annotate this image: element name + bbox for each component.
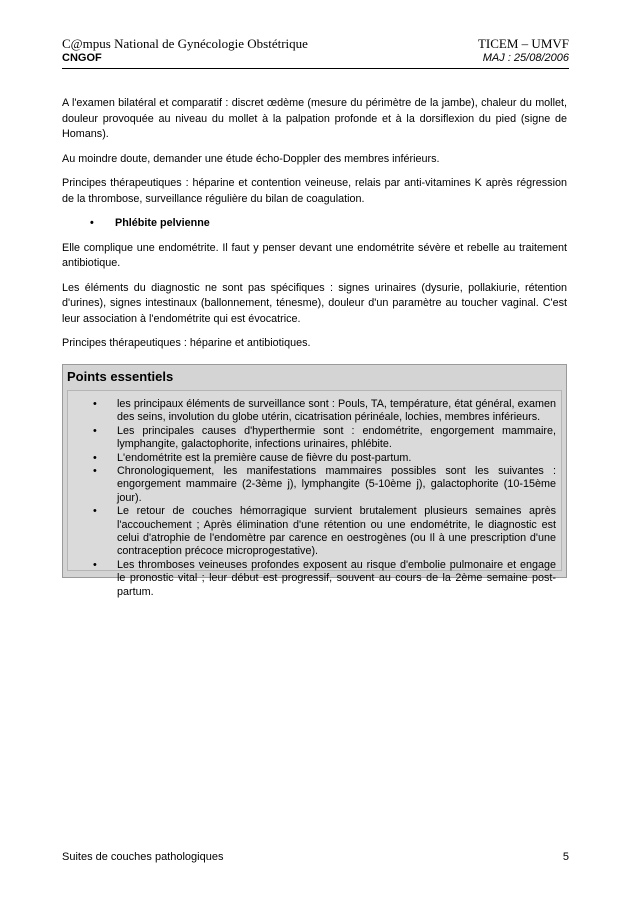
running-header [62,36,569,52]
list-item [93,558,556,599]
paragraph: Principes thérapeutiques : héparine et contention veineuse, relais par anti-vitamines K après régression de la thrombose, surveillance régulière du bilan de coagulation. [62,177,567,205]
running-subheader [62,52,569,66]
section-subheading [62,216,567,232]
list-item [93,424,556,452]
paragraph: Principes thérapeutiques : héparine et antibiotiques. [62,337,311,349]
list-item [93,505,556,559]
bullet-icon: • [93,398,97,410]
list-item-text: Le retour de couches hémorragique survient brutalement plusieurs semaines après l'accouchement ; Après élimination d'une rétention ou une endométrite, le diagnostic est celui d'atrophie de l'endomètre par carence en oestrogènes (ou Il à une prescription d'une contraception précoce microprogestative). [117,505,556,558]
bullet-icon: • [93,451,97,464]
bullet-icon: • [93,558,97,571]
paragraph: Elle complique une endométrite. Il faut y penser devant une endométrite sévère et rebelle au traitement antibiotique. [62,241,567,269]
body-text [62,96,567,361]
header-title: C@mpus National de Gynécologie Obstétrique [62,36,308,51]
paragraph: Au moindre doute, demander une étude écho-Doppler des membres inférieurs. [62,152,440,165]
list-item [93,465,556,505]
header-right-title: TICEM – UMVF [477,36,569,51]
list-item-text: Chronologiquement, les manifestations mammaires possibles sont les suivantes : engorgement mammaire (2-3ème j), lymphangite (5-10ème j), galactophorite (10-15ème jour). [117,465,556,504]
header-divider [62,68,569,69]
subheading-label: Phlébite pelvienne [115,217,210,229]
key-points-list [93,398,556,599]
bullet-icon: • [93,465,97,478]
header-date: MAJ : 25/08/2006 [482,52,569,64]
bullet-icon: • [93,505,97,518]
footer-title: Suites de couches pathologiques [62,851,224,863]
key-points-title: Points essentiels [67,369,174,384]
list-item [93,398,556,425]
list-item-text: les principaux éléments de surveillance sont : Pouls, TA, température, état général, examen des seins, involution du globe utérin, cicatrisation périnéale, lochies, membres inférieurs. [117,398,556,424]
key-points-box [62,364,567,598]
header-org: CNGOF [62,52,102,64]
paragraph: A l'examen bilatéral et comparatif : discret œdème (mesure du périmètre de la jambe), chaleur du mollet, douleur provoquée au niveau du mollet à la palpation profonde et à la dorsiflexion du pied (signe de Homans). [62,97,567,140]
bullet-icon: • [93,424,97,437]
list-item-text: Les thromboses veineuses profondes exposent au risque d'embolie pulmonaire et engage le pronostic vital ; leur début est progressif, souvent au cours de la 2ème semaine post-partum. [117,558,556,598]
paragraph: Les éléments du diagnostic ne sont pas spécifiques : signes urinaires (dysurie, pollakiurie, rétention d'urines), signes intestinaux (ballonnement, ténesme), douleur d'un paramètre au toucher vaginal. C'est leur association à l'endométrite qui est évocatrice. [62,281,567,325]
bullet-icon: • [90,217,94,229]
list-item-text: Les principales causes d'hyperthermie sont : endométrite, engorgement mammaire, lymphangite, galactophorite, infections urinaires, phlébite. [117,424,556,451]
list-item [93,451,556,465]
page-number: 5 [562,851,569,863]
list-item-text: L'endométrite est la première cause de fièvre du post-partum. [117,451,412,464]
